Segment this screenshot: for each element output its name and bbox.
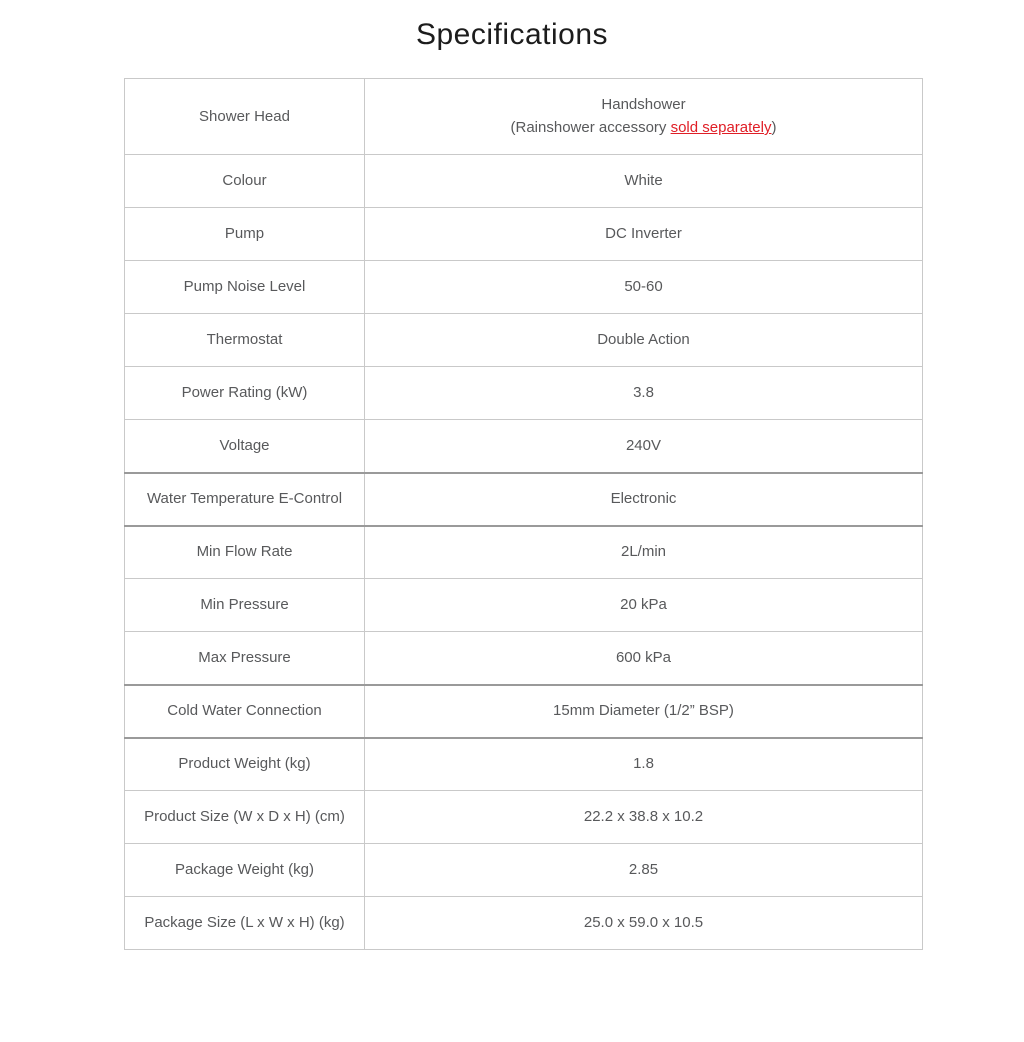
spec-label-cell bbox=[125, 526, 365, 579]
spec-label: Shower Head bbox=[199, 107, 290, 125]
spec-label: Pump bbox=[224, 225, 265, 242]
spec-value: DC Inverter bbox=[605, 225, 682, 242]
spec-label: Colour bbox=[222, 172, 267, 189]
spec-label-cell bbox=[125, 79, 365, 155]
spec-value: 3.8 bbox=[633, 384, 654, 401]
spec-label-cell bbox=[125, 367, 365, 420]
spec-row bbox=[125, 314, 923, 367]
spec-value-cell bbox=[365, 844, 923, 897]
sold-separately-link[interactable]: sold separately bbox=[670, 119, 772, 136]
spec-table bbox=[124, 78, 923, 950]
spec-value: Electronic bbox=[610, 490, 677, 507]
spec-row bbox=[125, 155, 923, 208]
spec-row bbox=[125, 579, 923, 632]
spec-value: 2.85 bbox=[628, 861, 659, 878]
spec-row bbox=[125, 420, 923, 473]
spec-label: Thermostat bbox=[206, 331, 283, 348]
spec-table-body bbox=[125, 79, 923, 950]
spec-label: Voltage bbox=[219, 436, 270, 454]
spec-label: Power Rating (kW) bbox=[181, 384, 308, 401]
spec-label-cell bbox=[125, 897, 365, 950]
spec-label: Cold Water Connection bbox=[167, 702, 322, 719]
spec-label: Water Temperature E-Control bbox=[146, 490, 343, 507]
spec-row bbox=[125, 791, 923, 844]
spec-label-cell bbox=[125, 261, 365, 314]
spec-value-cell bbox=[365, 261, 923, 314]
spec-value-cell bbox=[365, 685, 923, 738]
spec-value: 15mm Diameter (1/2” BSP) bbox=[553, 702, 734, 719]
spec-label: Package Weight (kg) bbox=[175, 861, 314, 878]
spec-label: Pump Noise Level bbox=[183, 278, 306, 295]
spec-row bbox=[125, 632, 923, 685]
spec-value: 25.0 x 59.0 x 10.5 bbox=[583, 914, 704, 931]
spec-label-cell bbox=[125, 738, 365, 791]
spec-label-cell bbox=[125, 420, 365, 473]
spec-value-cell bbox=[365, 314, 923, 367]
spec-label-cell bbox=[125, 208, 365, 261]
spec-row bbox=[125, 526, 923, 579]
spec-row bbox=[125, 261, 923, 314]
spec-label-cell bbox=[125, 791, 365, 844]
spec-label: Product Weight (kg) bbox=[178, 755, 311, 773]
spec-value-cell bbox=[365, 155, 923, 208]
spec-label-cell bbox=[125, 844, 365, 897]
spec-value: 1.8 bbox=[633, 755, 654, 773]
spec-value-cell bbox=[365, 738, 923, 791]
note-suffix: ) bbox=[771, 119, 777, 136]
spec-value-cell bbox=[365, 208, 923, 261]
spec-row bbox=[125, 738, 923, 791]
spec-label-cell bbox=[125, 155, 365, 208]
spec-value-cell bbox=[365, 420, 923, 473]
spec-row bbox=[125, 844, 923, 897]
spec-value: 20 kPa bbox=[620, 596, 667, 613]
spec-value: 22.2 x 38.8 x 10.2 bbox=[583, 808, 704, 825]
spec-label-cell bbox=[125, 579, 365, 632]
spec-value-cell bbox=[365, 473, 923, 526]
spec-label: Min Flow Rate bbox=[196, 543, 293, 561]
spec-row bbox=[125, 79, 923, 155]
note-prefix: (Rainshower accessory bbox=[510, 119, 671, 136]
spec-value-cell bbox=[365, 897, 923, 950]
spec-value: 600 kPa bbox=[615, 648, 672, 666]
spec-value-cell bbox=[365, 367, 923, 420]
spec-row bbox=[125, 367, 923, 420]
spec-label: Max Pressure bbox=[198, 648, 291, 666]
spec-value: 2L/min bbox=[620, 543, 667, 561]
spec-value: 240V bbox=[625, 436, 662, 454]
spec-row bbox=[125, 685, 923, 738]
spec-value-cell bbox=[365, 526, 923, 579]
spec-label: Product Size (W x D x H) (cm) bbox=[144, 808, 345, 825]
spec-value-note bbox=[377, 117, 910, 139]
spec-value-cell bbox=[365, 79, 923, 155]
spec-value: 50-60 bbox=[624, 278, 663, 295]
spec-value-cell bbox=[365, 579, 923, 632]
spec-label-cell bbox=[125, 685, 365, 738]
spec-table-container bbox=[124, 78, 923, 950]
spec-row bbox=[125, 897, 923, 950]
spec-label: Min Pressure bbox=[200, 596, 289, 613]
spec-value: Handshower bbox=[601, 96, 686, 113]
spec-value: White bbox=[624, 172, 663, 189]
spec-value-cell bbox=[365, 632, 923, 685]
spec-value-cell bbox=[365, 791, 923, 844]
spec-label: Package Size (L x W x H) (kg) bbox=[144, 914, 345, 931]
spec-value: Double Action bbox=[597, 331, 690, 348]
spec-row bbox=[125, 473, 923, 526]
page-title: Specifications bbox=[415, 18, 609, 51]
spec-label-cell bbox=[125, 632, 365, 685]
spec-label-cell bbox=[125, 473, 365, 526]
spec-row bbox=[125, 208, 923, 261]
spec-label-cell bbox=[125, 314, 365, 367]
